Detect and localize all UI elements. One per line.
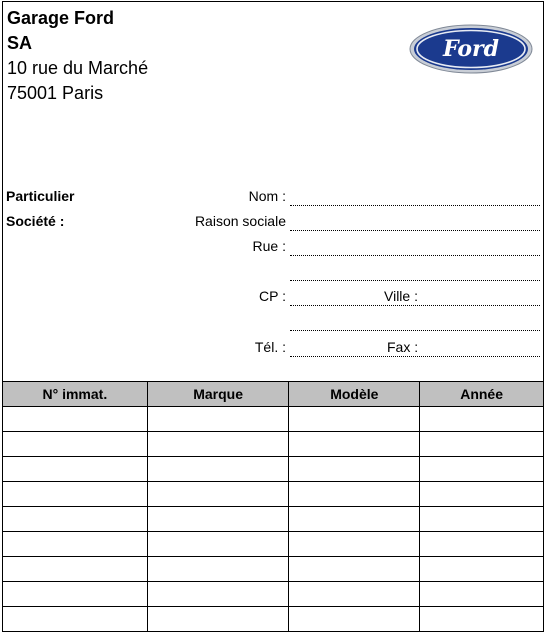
table-row xyxy=(3,407,544,432)
table-row xyxy=(3,582,544,607)
table-cell[interactable] xyxy=(147,607,289,632)
table-cell[interactable] xyxy=(147,557,289,582)
table-cell[interactable] xyxy=(3,607,148,632)
cp-label: CP : xyxy=(259,288,286,304)
table-header-row xyxy=(3,382,544,407)
table-row xyxy=(3,432,544,457)
table-cell[interactable] xyxy=(289,557,420,582)
table-cell[interactable] xyxy=(420,457,544,482)
table-cell[interactable] xyxy=(420,607,544,632)
rue-label: Rue : xyxy=(252,238,286,254)
header-marque: Marque xyxy=(147,382,289,407)
table-cell[interactable] xyxy=(420,557,544,582)
company-block xyxy=(7,6,148,106)
particulier-label: Particulier xyxy=(6,188,75,204)
rue-field[interactable] xyxy=(290,255,540,256)
table-cell[interactable] xyxy=(147,582,289,607)
logo-text: Ford xyxy=(442,36,500,62)
table-cell[interactable] xyxy=(3,407,148,432)
table-cell[interactable] xyxy=(420,482,544,507)
table-cell[interactable] xyxy=(3,557,148,582)
nom-field[interactable] xyxy=(290,205,540,206)
table-cell[interactable] xyxy=(420,407,544,432)
tel-fax-field[interactable] xyxy=(290,356,540,357)
table-cell[interactable] xyxy=(420,507,544,532)
table-cell[interactable] xyxy=(147,432,289,457)
table-cell[interactable] xyxy=(289,457,420,482)
table-cell[interactable] xyxy=(420,532,544,557)
table-cell[interactable] xyxy=(147,407,289,432)
tel-label: Tél. : xyxy=(254,339,286,355)
vehicle-table xyxy=(2,381,544,632)
table-cell[interactable] xyxy=(3,532,148,557)
address-extra-field[interactable] xyxy=(290,330,540,331)
table-cell[interactable] xyxy=(289,532,420,557)
table-row xyxy=(3,532,544,557)
rue-field-line2[interactable] xyxy=(290,280,540,281)
header-modele: Modèle xyxy=(289,382,420,407)
fax-label: Fax : xyxy=(387,339,419,355)
table-cell[interactable] xyxy=(147,532,289,557)
table-row xyxy=(3,482,544,507)
ville-label: Ville : xyxy=(384,288,418,304)
societe-label: Société : xyxy=(6,213,65,229)
table-cell[interactable] xyxy=(289,482,420,507)
table-cell[interactable] xyxy=(420,582,544,607)
cp-ville-field[interactable] xyxy=(290,305,540,306)
table-cell[interactable] xyxy=(289,407,420,432)
raison-sociale-label: Raison sociale xyxy=(194,213,286,229)
table-body xyxy=(3,407,544,632)
company-address-line2: 75001 Paris xyxy=(7,83,104,103)
nom-label: Nom : xyxy=(248,188,286,204)
company-name-line2: SA xyxy=(7,33,33,53)
company-name-line1: Garage Ford xyxy=(7,8,115,28)
table-cell[interactable] xyxy=(3,457,148,482)
table-cell[interactable] xyxy=(289,507,420,532)
table-cell[interactable] xyxy=(289,582,420,607)
table-cell[interactable] xyxy=(147,482,289,507)
table-cell[interactable] xyxy=(420,432,544,457)
table-cell[interactable] xyxy=(3,432,148,457)
table-row xyxy=(3,607,544,632)
header-immat: N° immat. xyxy=(3,382,148,407)
table-row xyxy=(3,557,544,582)
header-annee: Année xyxy=(420,382,544,407)
table-row xyxy=(3,507,544,532)
table-cell[interactable] xyxy=(3,507,148,532)
table-cell[interactable] xyxy=(147,457,289,482)
table-row xyxy=(3,457,544,482)
company-address-line1: 10 rue du Marché xyxy=(7,58,149,78)
table-cell[interactable] xyxy=(3,582,148,607)
raison-sociale-field[interactable] xyxy=(290,230,540,231)
table-cell[interactable] xyxy=(289,607,420,632)
table-cell[interactable] xyxy=(3,482,148,507)
table-cell[interactable] xyxy=(289,432,420,457)
ford-logo xyxy=(409,24,533,74)
table-cell[interactable] xyxy=(147,507,289,532)
